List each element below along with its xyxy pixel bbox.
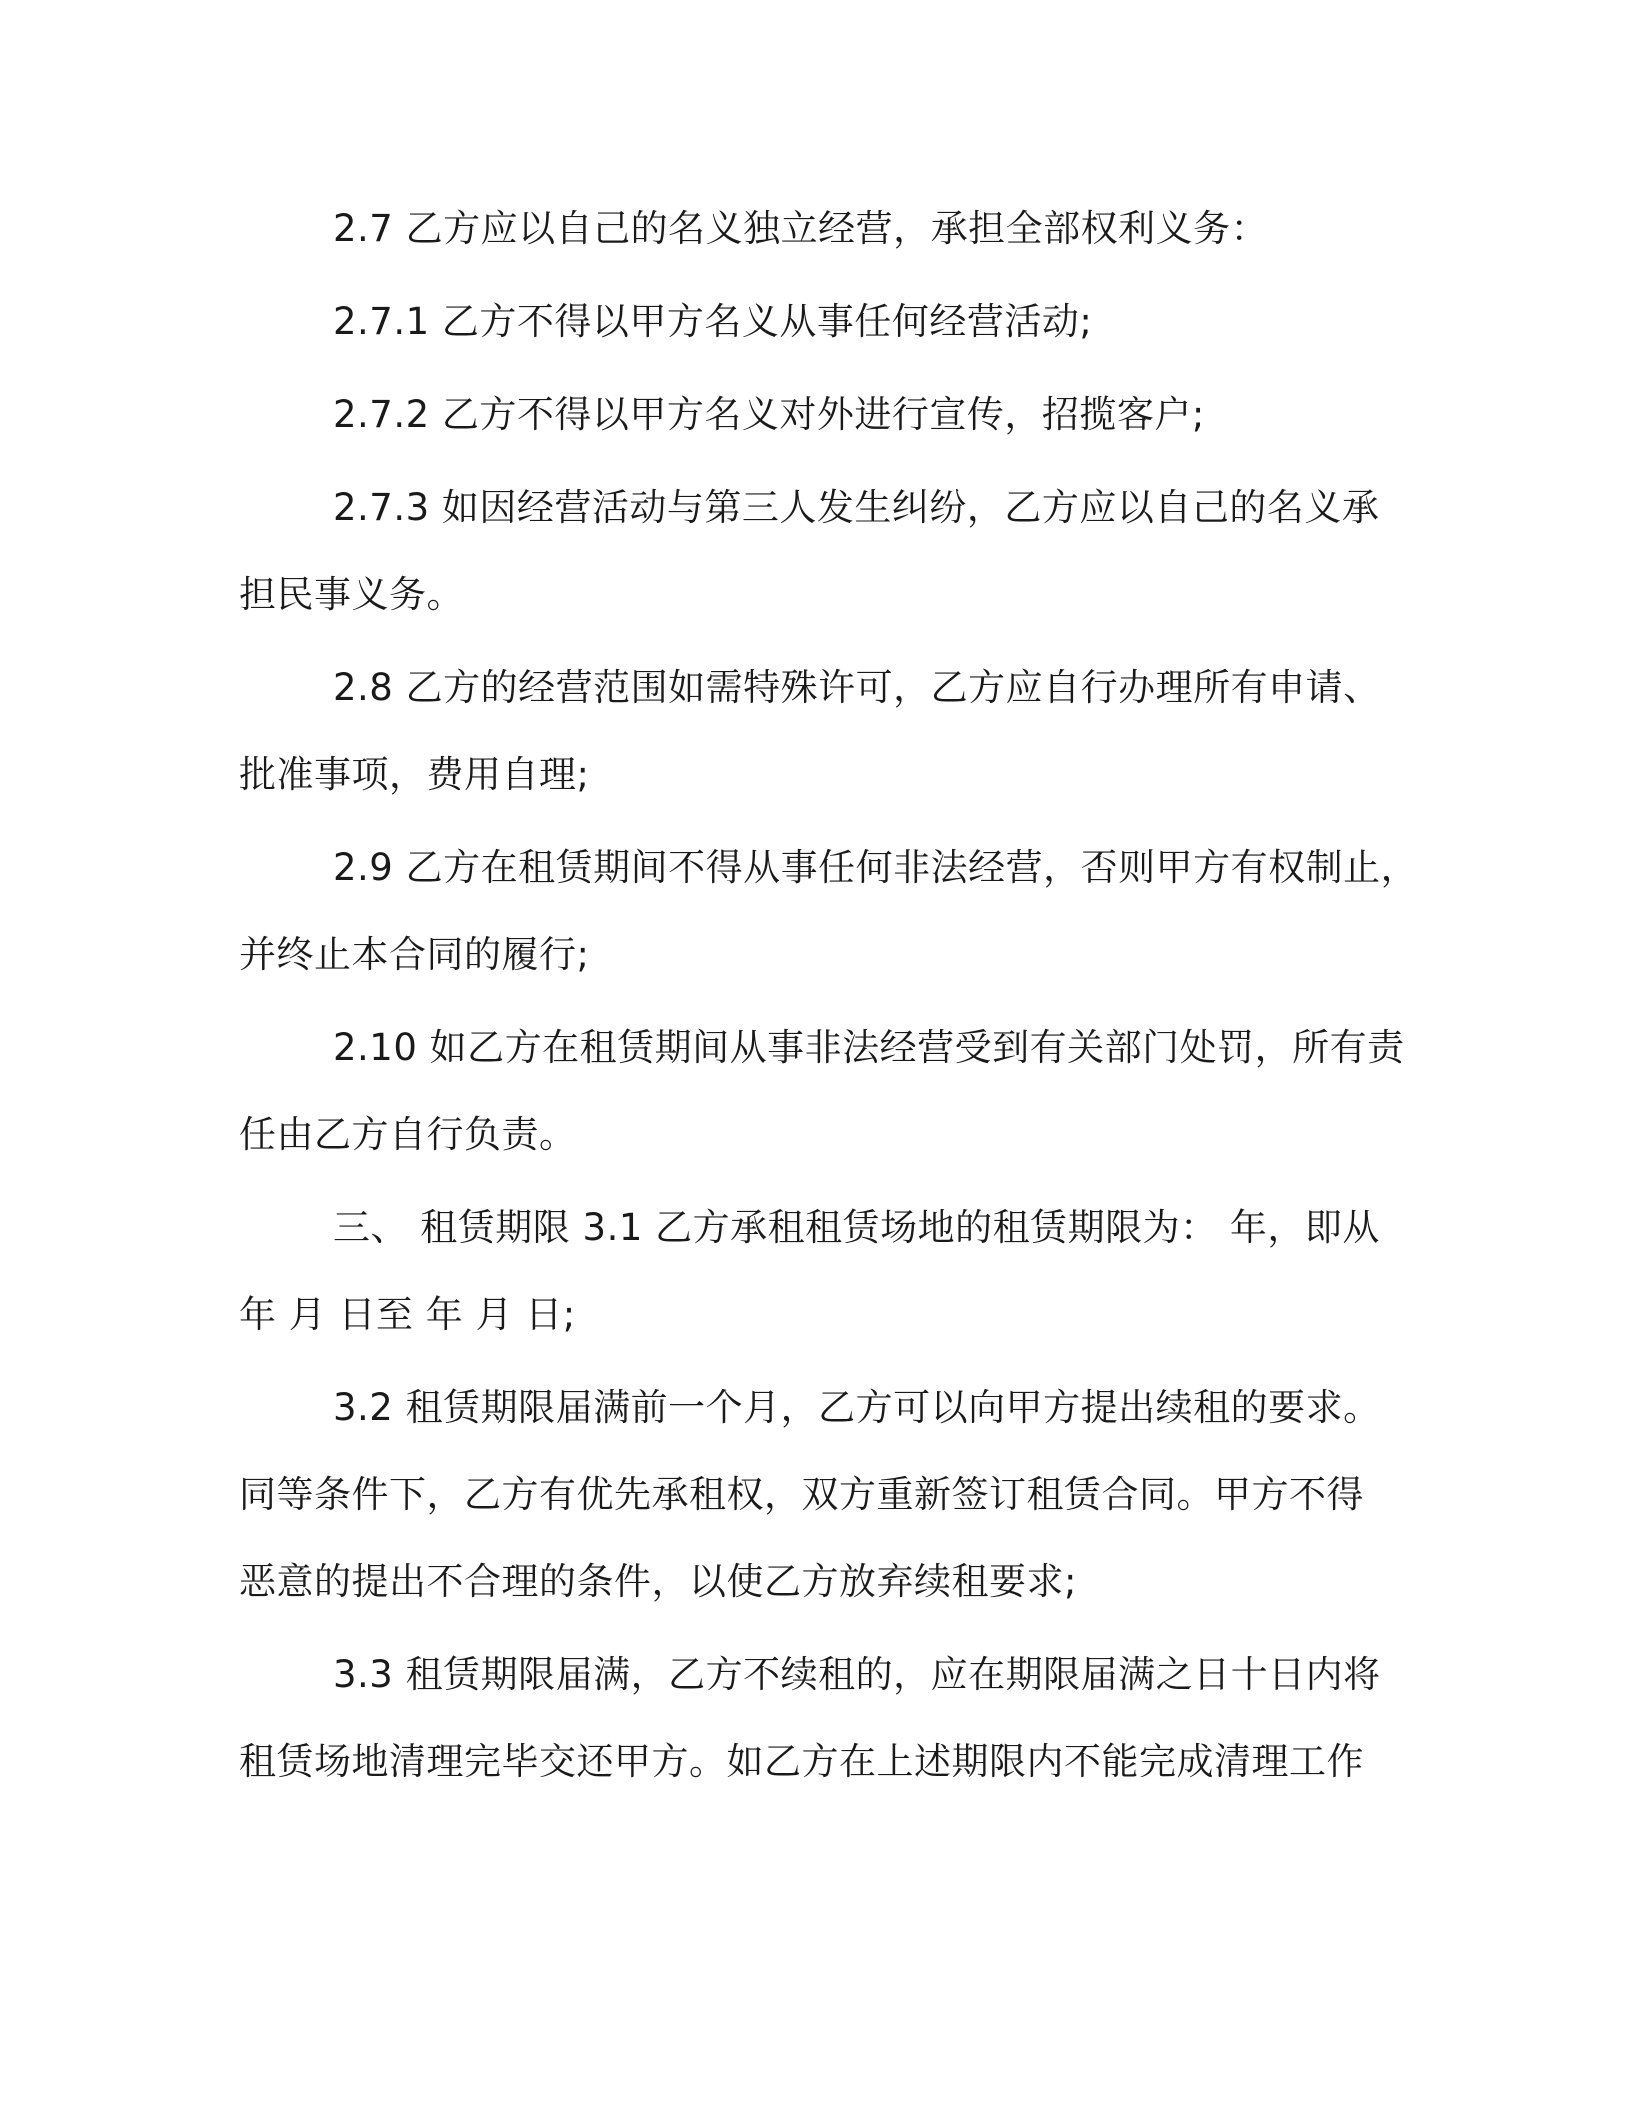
paragraph-line: 恶意的提出不合理的条件，以使乙方放弃续租要求; [239,1560,1077,1603]
paragraph-line: 租赁场地清理完毕交还甲方。如乙方在上述期限内不能完成清理工作 [239,1740,1364,1783]
clause-2-7-3 [239,464,1389,638]
clause-2-8 [239,644,1389,818]
paragraph-line: 2.9 乙方在租赁期间不得从事任何非法经营，否则甲方有权制止， [333,846,1419,889]
clause-2-7-1 [239,278,1389,365]
paragraph-line: 担民事义务。 [239,573,464,616]
paragraph-line: 并终止本合同的履行; [239,933,590,976]
clause-2-9 [239,824,1419,998]
paragraph-line: 2.7.2 乙方不得以甲方名义对外进行宣传，招揽客户; [333,393,1205,436]
document-body [239,185,1419,1811]
paragraph-line: 批准事项，费用自理; [239,753,590,796]
paragraph-line: 2.7 乙方应以自己的名义独立经营，承担全部权利义务： [333,207,1269,250]
clause-3-2 [239,1364,1389,1625]
clause-2-7 [239,185,1389,272]
paragraph-line: 2.7.1 乙方不得以甲方名义从事任何经营活动; [333,300,1093,343]
paragraph-line: 2.10 如乙方在租赁期间从事非法经营受到有关部门处罚，所有责 [333,1026,1405,1069]
section-3-lease-term [239,1184,1389,1358]
paragraph-line: 3.3 租赁期限届满，乙方不续租的，应在期限届满之日十日内将 [333,1653,1381,1696]
paragraph-line: 同等条件下，乙方有优先承租权，双方重新签订租赁合同。甲方不得 [239,1473,1364,1516]
paragraph-line: 三、 租赁期限 3.1 乙方承租租赁场地的租赁期限为： 年，即从 [333,1206,1380,1249]
paragraph-line: 3.2 租赁期限届满前一个月，乙方可以向甲方提出续租的要求。 [333,1386,1381,1429]
paragraph-line: 年 月 日至 年 月 日; [239,1293,576,1336]
clause-3-3 [239,1631,1389,1805]
clause-2-10 [239,1004,1405,1178]
clause-2-7-2 [239,371,1389,458]
paragraph-line: 2.7.3 如因经营活动与第三人发生纠纷，乙方应以自己的名义承 [333,486,1380,529]
paragraph-line: 2.8 乙方的经营范围如需特殊许可，乙方应自行办理所有申请、 [333,666,1381,709]
paragraph-line: 任由乙方自行负责。 [239,1113,577,1156]
